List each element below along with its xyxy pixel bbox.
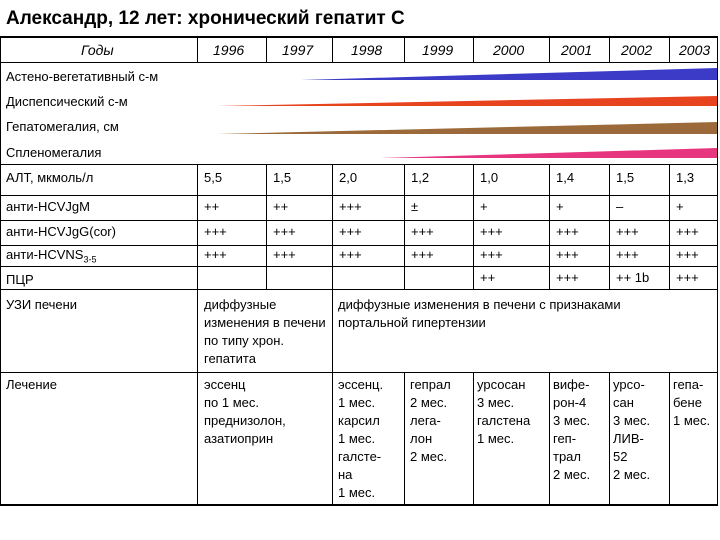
table-cell: 1,3 <box>676 170 695 185</box>
table-cell: +++ <box>480 247 503 262</box>
table-cell: +++ <box>556 224 579 239</box>
column-divider <box>266 164 267 289</box>
table-cell: +++ <box>616 224 639 239</box>
column-divider <box>609 164 610 289</box>
row-label-ns-main: анти-HCVNS <box>6 247 84 262</box>
treatment-cell: урсо- сан 3 мес. ЛИВ- 52 2 мес. <box>613 377 651 482</box>
table-cell: ++ <box>480 270 496 285</box>
table-cell: +++ <box>339 224 362 239</box>
column-divider <box>549 164 550 289</box>
table-cell: 1,4 <box>556 170 575 185</box>
table-cell: ± <box>411 199 419 214</box>
table-cell: ++ 1b <box>616 270 650 285</box>
treatment-cell: урсосан 3 мес. галстена 1 мес. <box>477 377 531 446</box>
table-cell: ++ <box>204 199 220 214</box>
table-cell: 1,0 <box>480 170 499 185</box>
table-cell: 1,2 <box>411 170 430 185</box>
table-cell: + <box>556 199 564 214</box>
uzi-finding-early: диффузные изменения в печени по типу хрон. гепатита <box>204 297 326 366</box>
year-header: 2003 <box>679 42 711 58</box>
table-cell: ++ <box>273 199 289 214</box>
column-divider <box>473 164 474 289</box>
table-cell: 2,0 <box>339 170 358 185</box>
column-divider <box>669 164 670 289</box>
row-label-treatment: Лечение <box>6 377 58 392</box>
year-header: 1999 <box>422 42 454 58</box>
row-label-uzi: УЗИ печени <box>6 297 78 312</box>
table-cell: +++ <box>339 199 362 214</box>
row-label-pcr: ПЦР <box>6 272 34 287</box>
symptom-label: Диспепсический с-м <box>6 94 128 109</box>
row-divider <box>1 289 717 290</box>
table-cell: +++ <box>676 224 699 239</box>
row-label-igm: анти-HCVJgM <box>6 199 90 214</box>
symptom-bar-splenomegaly <box>381 148 717 158</box>
treatment-cell: вифе- рон-4 3 мес. геп- трал 2 мес. <box>553 377 591 482</box>
column-divider <box>473 372 474 506</box>
treatment-cell: эссенц. 1 мес. карсил 1 мес. галсте- на 1 мес. <box>338 377 384 500</box>
table-cell: – <box>616 199 624 214</box>
table-cell: +++ <box>339 247 362 262</box>
table-cell: +++ <box>273 247 296 262</box>
row-label-ns-sub: 3-5 <box>83 254 97 265</box>
symptom-bar-dyspeptic <box>217 96 717 106</box>
treatment-cell: гепа- бене 1 мес. <box>673 377 711 428</box>
column-divider <box>404 372 405 506</box>
row-label-alt: АЛТ, мкмоль/л <box>6 170 94 185</box>
symptom-label: Астено-вегетативный с-м <box>6 69 159 84</box>
column-divider <box>332 164 333 506</box>
year-header: 2002 <box>621 42 653 58</box>
row-label-ns <box>6 246 96 269</box>
table-cell: +++ <box>411 247 434 262</box>
column-divider <box>549 372 550 506</box>
table-cell: +++ <box>204 224 227 239</box>
year-header: 1998 <box>351 42 383 58</box>
treatment-cell: гепрал 2 мес. лега- лон 2 мес. <box>410 377 451 464</box>
table-cell: 5,5 <box>204 170 223 185</box>
table-cell: +++ <box>676 270 699 285</box>
table-cell: +++ <box>273 224 296 239</box>
table-cell: +++ <box>204 247 227 262</box>
year-header: 2000 <box>493 42 525 58</box>
patient-table <box>0 36 718 506</box>
table-cell: +++ <box>480 224 503 239</box>
table-cell: + <box>676 199 684 214</box>
column-divider <box>404 164 405 289</box>
page-title: Александр, 12 лет: хронический гепатит С <box>6 8 405 29</box>
symptom-bar-astenic <box>301 68 717 80</box>
column-divider <box>197 164 198 506</box>
year-header: 1997 <box>282 42 314 58</box>
symptom-bars <box>1 38 717 164</box>
year-header: 1996 <box>213 42 245 58</box>
symptom-label: Спленомегалия <box>6 145 102 160</box>
symptom-bar-hepatomegaly <box>217 122 717 134</box>
table-cell: 1,5 <box>273 170 292 185</box>
column-divider <box>609 372 610 506</box>
uzi-finding-late: диффузные изменения в печени с признаками портальной гипертензии <box>338 297 621 330</box>
table-cell: +++ <box>556 247 579 262</box>
table-cell: +++ <box>676 247 699 262</box>
year-header: 2001 <box>561 42 593 58</box>
treatment-cell: эссенц по 1 мес. преднизолон, азатиоприн <box>204 377 286 446</box>
table-cell: +++ <box>616 247 639 262</box>
table-cell: + <box>480 199 488 214</box>
column-divider <box>669 372 670 506</box>
symptom-label: Гепатомегалия, см <box>6 119 119 134</box>
years-header-label: Годы <box>81 42 114 58</box>
table-cell: 1,5 <box>616 170 635 185</box>
table-cell: +++ <box>556 270 579 285</box>
table-cell: +++ <box>411 224 434 239</box>
row-label-igg: анти-HCVJgG(cor) <box>6 224 116 239</box>
